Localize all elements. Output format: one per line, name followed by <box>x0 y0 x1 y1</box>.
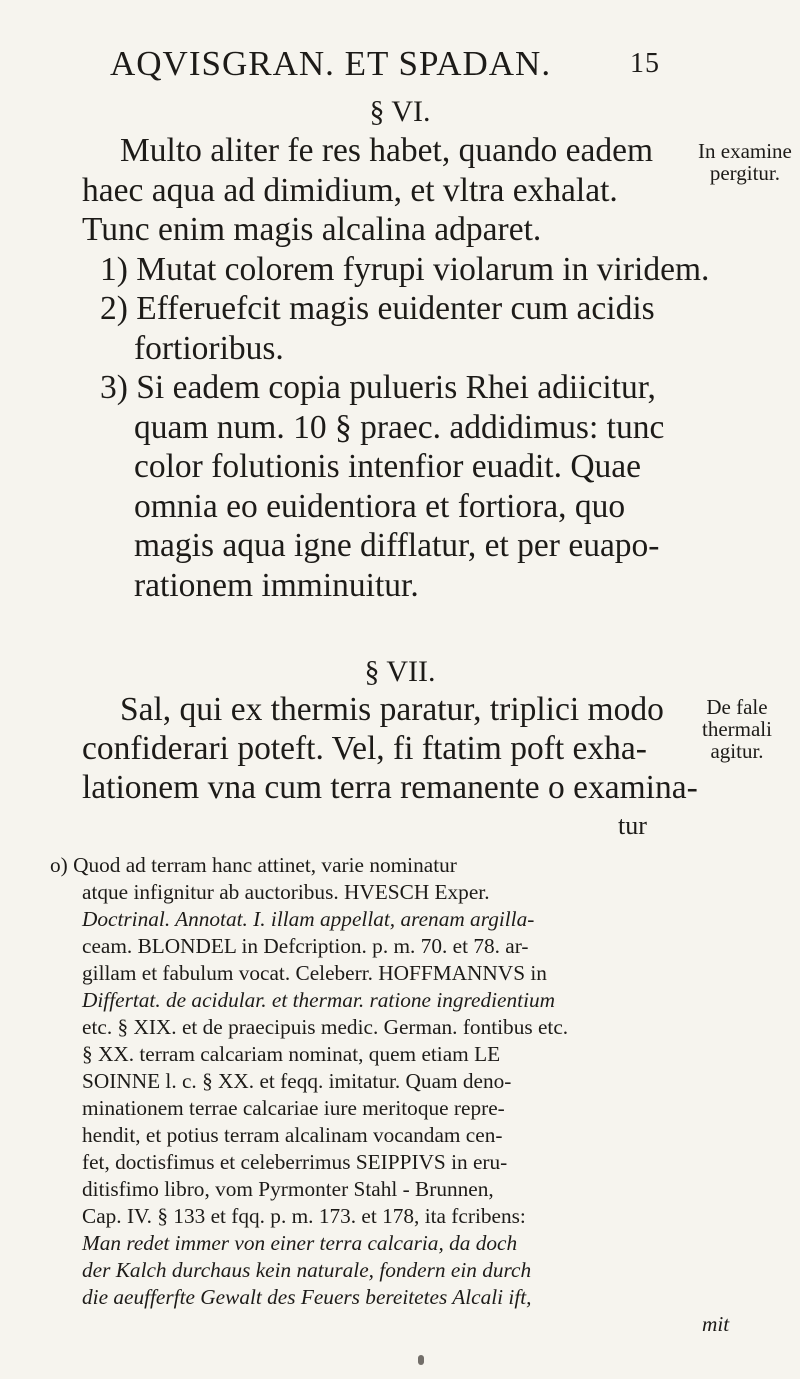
margin-note-line: pergitur. <box>709 161 781 185</box>
footnote-line: ditisfimo libro, vom Pyrmonter Stahl - Brunnen, <box>82 1177 494 1201</box>
s6-line: 2) Efferuefcit magis euidenter cum acidis <box>100 290 655 327</box>
footnote-line: ceam. BLONDEL in Defcription. p. m. 70. et 78. ar- <box>82 934 529 958</box>
s6-line: quam num. 10 § praec. addidimus: tunc <box>134 409 665 446</box>
footnote-line: atque infignitur ab auctoribus. HVESCH Exper. <box>82 880 490 904</box>
section-7-heading: § VII. <box>364 655 436 688</box>
s6-line: magis aqua igne difflatur, et per euapo- <box>134 527 660 564</box>
footnote-line: Doctrinal. Annotat. I. illam appellat, arenam argilla- <box>82 907 535 931</box>
catchword: mit <box>702 1312 730 1336</box>
footnote-line: SOINNE l. c. § XX. et feqq. imitatur. Quam deno- <box>82 1069 512 1093</box>
page-number: 15 <box>630 48 660 79</box>
s6-line: 3) Si eadem copia pulueris Rhei adiicitur, <box>100 369 656 406</box>
s6-line: fortioribus. <box>134 330 284 367</box>
s6-line: omnia eo euidentiora et fortiora, quo <box>134 488 626 525</box>
footnote-line: Cap. IV. § 133 et fqq. p. m. 173. et 178, ita fcribens: <box>82 1204 526 1228</box>
footnote-line: o) Quod ad terram hanc attinet, varie nominatur <box>50 853 457 877</box>
s7-line: lationem vna cum terra remanente o examina- <box>82 769 698 806</box>
footnote-line: der Kalch durchaus kein naturale, fondern ein durch <box>82 1258 532 1282</box>
running-title: AQVISGRAN. ET SPADAN. <box>110 44 552 83</box>
footnote-line: Differtat. de acidular. et thermar. ratione ingredientium <box>82 988 556 1012</box>
section-6-heading: § VI. <box>369 95 431 128</box>
ink-speck <box>418 1355 424 1365</box>
footnote-line: gillam et fabulum vocat. Celeberr. HOFFMANNVS in <box>82 961 547 985</box>
footnote-line: Man redet immer von einer terra calcaria, da doch <box>82 1231 518 1255</box>
footnote-line: fet, doctisfimus et celeberrimus SEIPPIVS in eru- <box>82 1150 508 1174</box>
s7-line: Sal, qui ex thermis paratur, triplici modo <box>120 691 664 728</box>
s7-line: confiderari poteft. Vel, fi ftatim poft exha- <box>82 730 647 767</box>
margin-note-6 <box>698 140 792 184</box>
margin-note-line: In examine <box>698 139 792 163</box>
s6-line: color folutionis intenfior euadit. Quae <box>134 448 642 485</box>
margin-note-line: thermali <box>702 717 772 741</box>
margin-note-line: agitur. <box>710 739 764 763</box>
s6-line: Tunc enim magis alcalina adparet. <box>82 211 542 248</box>
footnote-line: hendit, et potius terram alcalinam vocandam cen- <box>82 1123 503 1147</box>
margin-note-7 <box>702 696 772 762</box>
s6-line: rationem imminuitur. <box>134 567 419 604</box>
s7-line: tur <box>618 811 647 840</box>
s6-line: haec aqua ad dimidium, et vltra exhalat. <box>82 172 618 209</box>
footnote-line: minationem terrae calcariae iure meritoque repre- <box>82 1096 505 1120</box>
footnote-line: die aeufferfte Gewalt des Feuers bereitetes Alcali ift, <box>82 1285 532 1309</box>
margin-note-line: De fale <box>706 695 768 719</box>
footnote-line: etc. § XIX. et de praecipuis medic. German. fontibus etc. <box>82 1015 569 1039</box>
footnote-line: § XX. terram calcariam nominat, quem etiam LE <box>82 1042 501 1066</box>
s6-line: Multo aliter fe res habet, quando eadem <box>120 132 654 169</box>
s6-line: 1) Mutat colorem fyrupi violarum in viridem. <box>100 251 710 288</box>
